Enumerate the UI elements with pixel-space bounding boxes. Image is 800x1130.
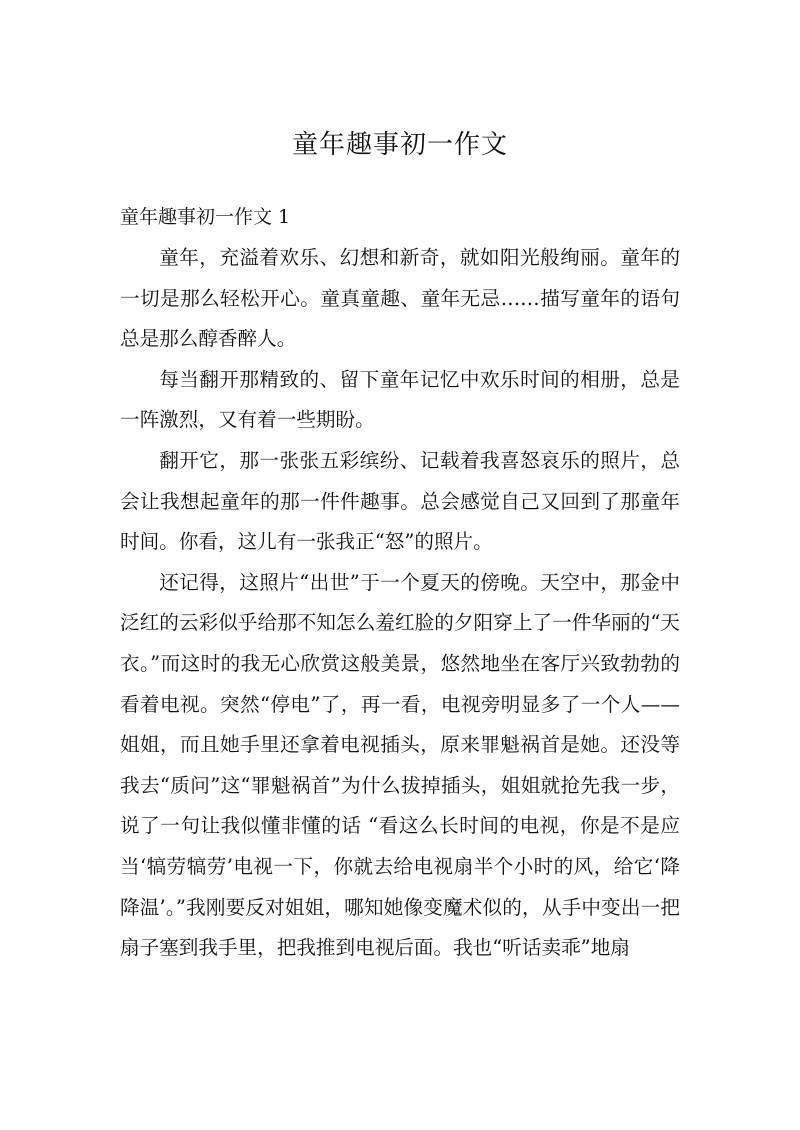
essay-body — [120, 238, 680, 969]
essay-heading: 童年趣事初一作文 1 — [120, 206, 291, 228]
paragraph: 还记得，这照片“出世”于一个夏天的傍晚。天空中，那金中泛红的云彩似乎给那不知怎么羞红脸的夕阳穿上了一件华丽的“天衣。”而这时的我无心欣赏这般美景，悠然地坐在客厅兴致勃勃的看着电视。突然“停电”了，再一看，电视旁明显多了一个人——姐姐，而且她手里还拿着电视插头，原来罪魁祸首是她。还没等我去“质问”这“罪魁祸首”为什么拔掉插头，姐姐就抢先我一步，说了一句让我似懂非懂的话 “看这么长时间的电视，你是不是应当‘犒劳犒劳’电视一下，你就去给电视扇半个小时的风，给它‘降降温’。”我刚要反对姐姐，哪知她像变魔术似的，从手中变出一把扇子塞到我手里，把我推到电视后面。我也“听话卖乖”地扇 — [120, 570, 680, 960]
paragraph: 童年，充溢着欢乐、幻想和新奇，就如阳光般绚丽。童年的一切是那么轻松开心。童真童趣、童年无忌……描写童年的语句总是那么醇香醉人。 — [120, 246, 680, 351]
paragraph: 每当翻开那精致的、留下童年记忆中欢乐时间的相册，总是一阵激烈，又有着一些期盼。 — [120, 367, 680, 432]
document-title: 童年趣事初一作文 — [291, 130, 508, 160]
paragraph: 翻开它，那一张张五彩缤纷、记载着我喜怒哀乐的照片，总会让我想起童年的那一件件趣事。总会感觉自己又回到了那童年时间。你看，这儿有一张我正“怒”的照片。 — [120, 448, 680, 554]
